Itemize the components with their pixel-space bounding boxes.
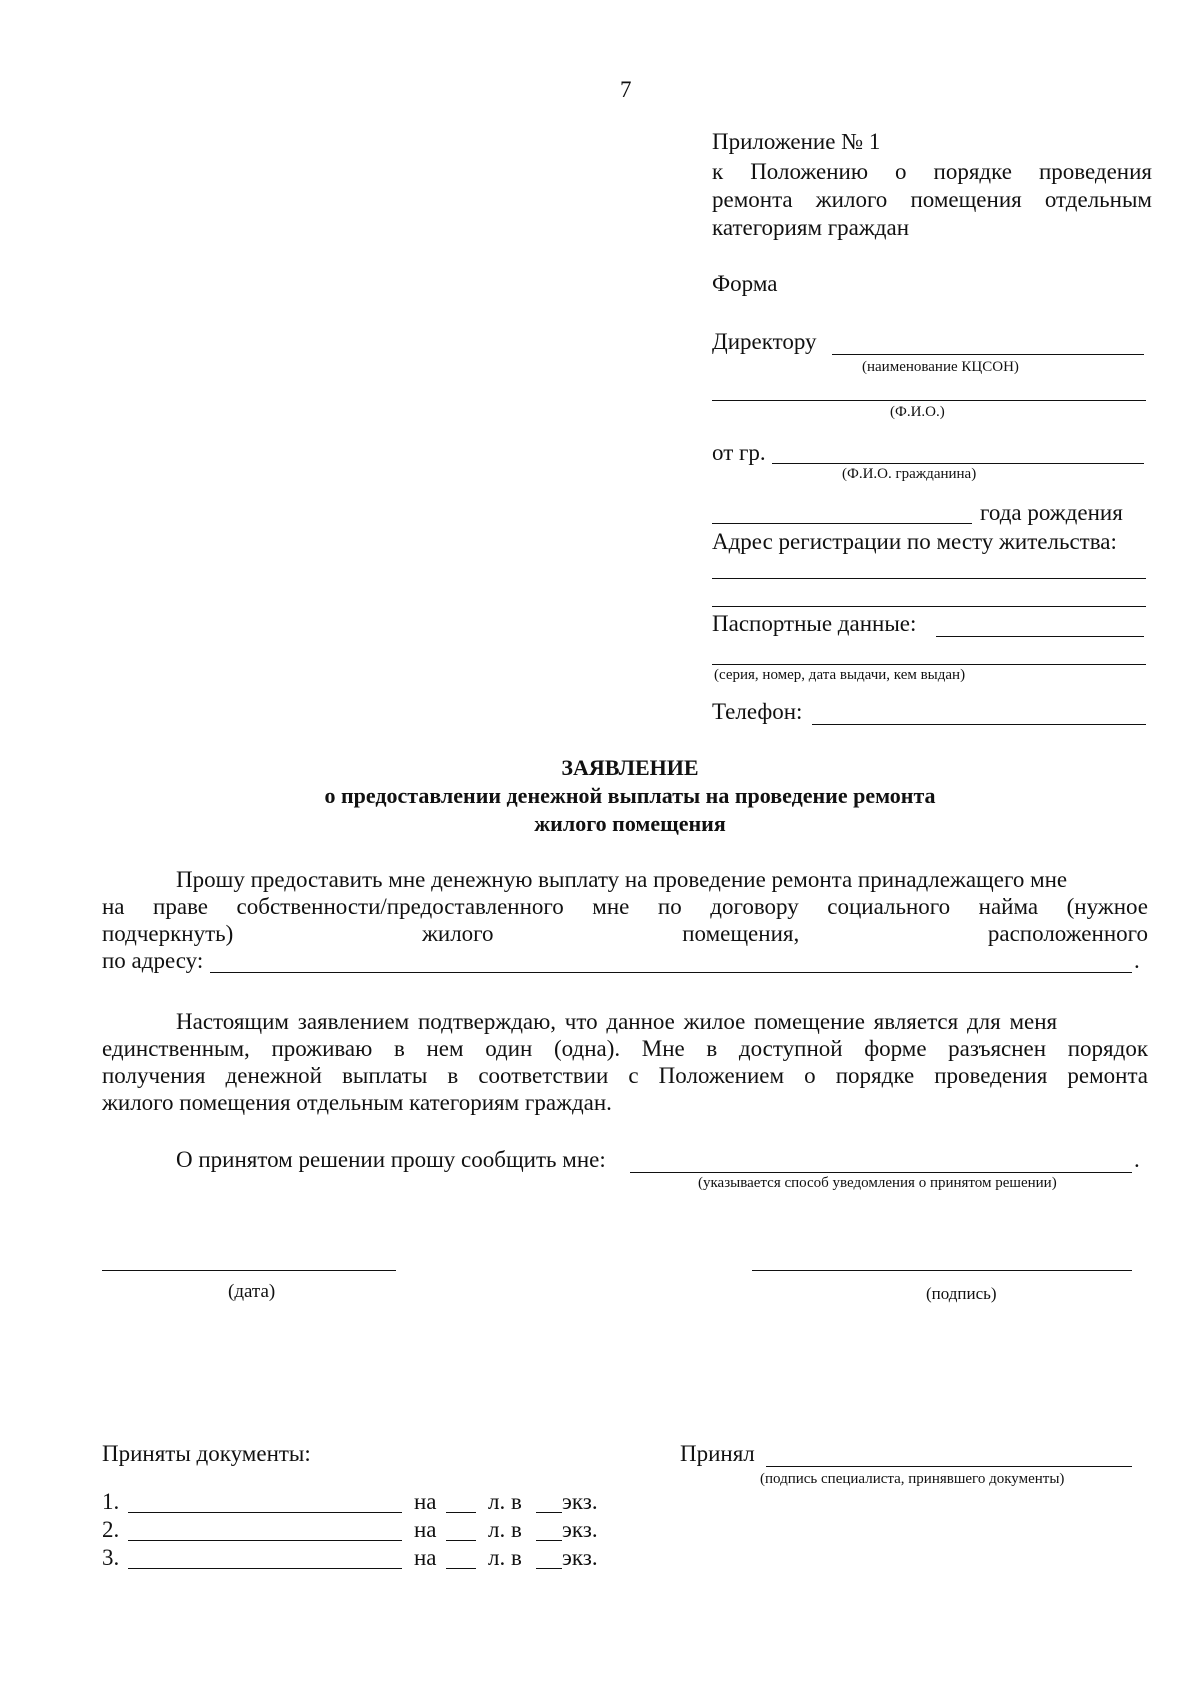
statement-subtitle-1: о предоставлении денежной выплаты на проведение ремонта bbox=[324, 783, 936, 808]
date-caption: (дата) bbox=[228, 1281, 276, 1302]
statement-subtitle-2: жилого помещения bbox=[534, 811, 726, 836]
doc-item-1-sheets-field[interactable] bbox=[446, 1512, 476, 1513]
appendix-line-2: ремонта жилого помещения отдельным bbox=[712, 187, 1152, 212]
doc-item-1-name-field[interactable] bbox=[128, 1512, 402, 1513]
paragraph-1-line-1: Прошу предоставить мне денежную выплату на проведение ремонта принадлежащего мне bbox=[176, 867, 1068, 892]
accepted-caption: (подпись специалиста, принявшего документы) bbox=[760, 1471, 1065, 1487]
doc-item-2-sheets: л. в bbox=[488, 1517, 522, 1542]
doc-item-3-sheets-field[interactable] bbox=[446, 1568, 476, 1569]
documents-label: Приняты документы: bbox=[102, 1441, 311, 1466]
birth-label: года рождения bbox=[980, 500, 1123, 525]
director-fio-field[interactable] bbox=[712, 400, 1146, 401]
doc-item-2-copies: экз. bbox=[562, 1517, 598, 1542]
paragraph-2-line-1: Настоящим заявлением подтверждаю, что данное жилое помещение является для меня bbox=[176, 1009, 1058, 1034]
page-number: 7 bbox=[620, 77, 632, 102]
paragraph-1-line-3: подчеркнуть) жилого помещения, расположенного bbox=[102, 921, 1148, 946]
director-label: Директору bbox=[712, 329, 817, 354]
director-field[interactable] bbox=[832, 354, 1144, 355]
doc-item-1-sheets: л. в bbox=[488, 1489, 522, 1514]
paragraph-1 bbox=[102, 866, 1148, 947]
phone-label: Телефон: bbox=[712, 699, 803, 724]
paragraph-2-line-3: получения денежной выплаты в соответствии с Положением о порядке проведения ремонта bbox=[102, 1063, 1148, 1088]
doc-item-1-na: на bbox=[414, 1489, 437, 1514]
doc-item-1-num: 1. bbox=[102, 1489, 120, 1514]
director-caption: (наименование КЦСОН) bbox=[862, 359, 1019, 375]
address-field-line-2[interactable] bbox=[712, 606, 1146, 607]
doc-item-1-copies: экз. bbox=[562, 1489, 598, 1514]
fio-caption: (Ф.И.О.) bbox=[890, 404, 945, 420]
doc-item-1-copies-field[interactable] bbox=[536, 1512, 562, 1513]
from-label: от гр. bbox=[712, 440, 766, 465]
passport-field-line-1[interactable] bbox=[936, 636, 1144, 637]
passport-label: Паспортные данные: bbox=[712, 611, 917, 636]
doc-item-3-sheets: л. в bbox=[488, 1545, 522, 1570]
passport-caption: (серия, номер, дата выдачи, кем выдан) bbox=[714, 667, 966, 683]
decision-period: . bbox=[1134, 1147, 1140, 1172]
statement-title: ЗАЯВЛЕНИЕ bbox=[561, 755, 699, 780]
passport-field-line-2[interactable] bbox=[712, 664, 1146, 665]
doc-item-3-copies-field[interactable] bbox=[536, 1568, 562, 1569]
address-field-line-1[interactable] bbox=[712, 578, 1146, 579]
from-caption: (Ф.И.О. гражданина) bbox=[842, 466, 977, 482]
decision-label: О принятом решении прошу сообщить мне: bbox=[176, 1147, 606, 1172]
doc-item-2-num: 2. bbox=[102, 1517, 120, 1542]
form-label: Форма bbox=[712, 271, 778, 296]
decision-caption: (указывается способ уведомления о принятом решении) bbox=[698, 1175, 1057, 1191]
birth-year-field[interactable] bbox=[712, 523, 972, 524]
signature-caption: (подпись) bbox=[926, 1284, 997, 1303]
doc-item-3-num: 3. bbox=[102, 1545, 120, 1570]
citizen-fio-field[interactable] bbox=[772, 463, 1144, 464]
address-label: Адрес регистрации по месту жительства: bbox=[712, 529, 1117, 554]
paragraph-1-period: . bbox=[1134, 948, 1140, 973]
appendix-title: Приложение № 1 bbox=[712, 129, 881, 154]
accepted-label: Принял bbox=[680, 1441, 755, 1466]
phone-field[interactable] bbox=[812, 724, 1146, 725]
signature-field[interactable] bbox=[752, 1270, 1132, 1271]
date-field[interactable] bbox=[102, 1270, 396, 1271]
paragraph-1-line-2: на праве собственности/предоставленного мне по договору социального найма (нужное bbox=[102, 894, 1148, 919]
appendix-line-3: категориям граждан bbox=[712, 215, 910, 240]
paragraph-2 bbox=[102, 1008, 1148, 1116]
paragraph-2-line-4: жилого помещения отдельным категориям граждан. bbox=[102, 1090, 612, 1115]
doc-item-2-name-field[interactable] bbox=[128, 1540, 402, 1541]
doc-item-3-copies: экз. bbox=[562, 1545, 598, 1570]
doc-item-3-na: на bbox=[414, 1545, 437, 1570]
doc-item-2-na: на bbox=[414, 1517, 437, 1542]
paragraph-1-line-4: по адресу: bbox=[102, 948, 204, 973]
accepted-signature-field[interactable] bbox=[766, 1466, 1132, 1467]
decision-method-field[interactable] bbox=[630, 1172, 1132, 1173]
doc-item-2-sheets-field[interactable] bbox=[446, 1540, 476, 1541]
appendix-line-1: к Положению о порядке проведения bbox=[712, 159, 1152, 184]
property-address-field[interactable] bbox=[210, 972, 1132, 973]
doc-item-2-copies-field[interactable] bbox=[536, 1540, 562, 1541]
paragraph-2-line-2: единственным, проживаю в нем один (одна). Мне в доступной форме разъяснен порядок bbox=[102, 1036, 1148, 1061]
doc-item-3-name-field[interactable] bbox=[128, 1568, 402, 1569]
